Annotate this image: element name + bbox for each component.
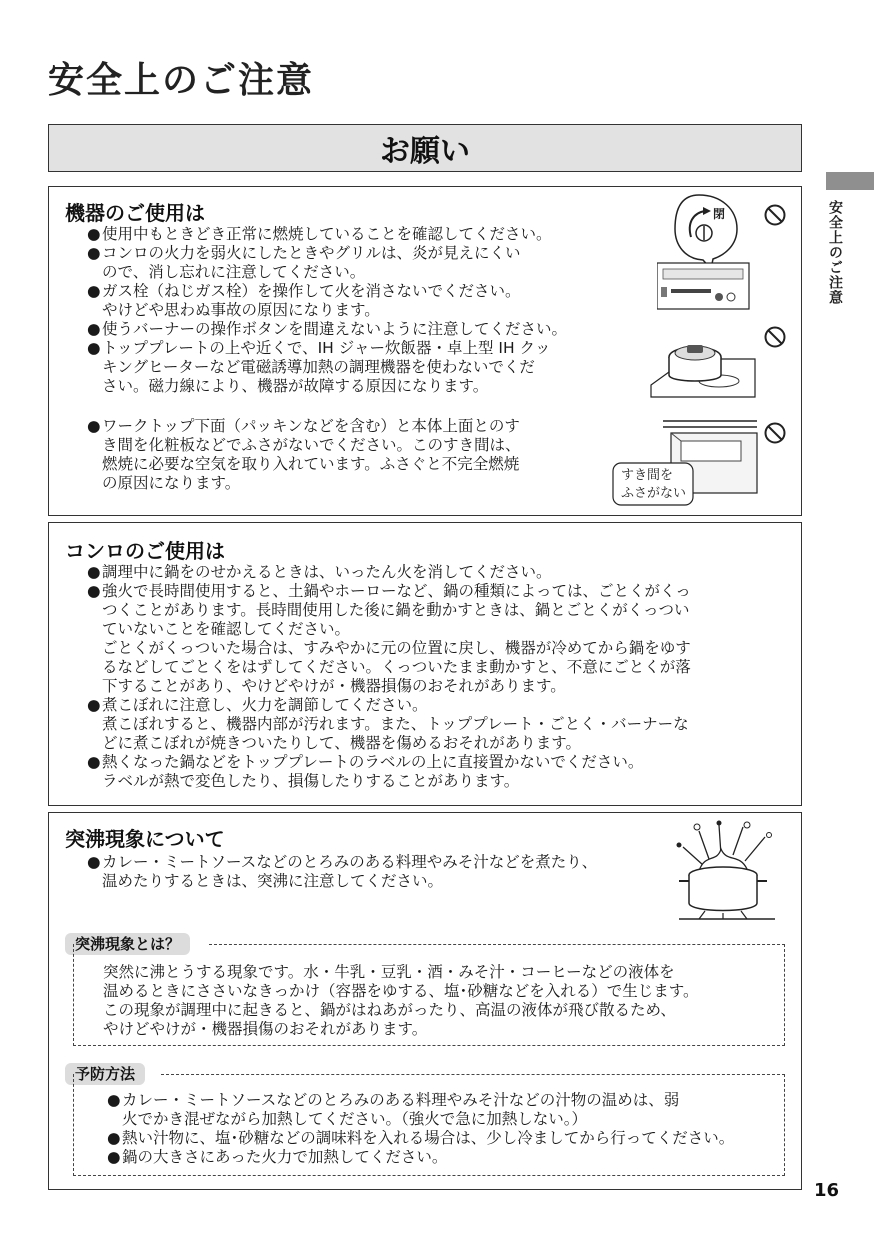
prevention-list [107, 1091, 783, 1167]
prohibited-icon [763, 421, 787, 445]
list-item: ● 使うバーナーの操作ボタンを間違えないように注意してください。 [87, 320, 568, 338]
list-item: ● 調理中に鍋をのせかえるときは、いったん火を消してください。 [87, 563, 552, 581]
section-heading: 機器のご使用は [65, 201, 205, 225]
list-item: ● 煮こぼれに注意し、火力を調節してください。 煮こぼれすると、機器内部が汚れます。また、トッププレート・ごとく・バーナーな どに煮こぼれが焼きついたりして、機器を傷めるおそれがあります。 [87, 696, 689, 752]
valve-closed-label: 閉 [713, 207, 726, 221]
banner-title: お願い [380, 134, 470, 169]
notice-banner [48, 124, 802, 172]
gap-callout-line: すき間を [621, 468, 674, 483]
list-item: ● コンロの火力を弱火にしたときやグリルは、炎が見えにくい ので、消し忘れに注意してください。 [87, 244, 521, 281]
list-item: ● 鍋の大きさにあった火力で加熱してください。 [107, 1148, 448, 1166]
page-title: 安全上のご注意 [48, 60, 315, 101]
list-item: ● 強火で長時間使用すると、土鍋やホーローなど、鍋の種類によっては、ごとくがくっ つくことがあります。長時間使用した後に鍋を動かすときは、鍋とごとくがくっつい ていないことを確認してください。 ごとくがくっついた場合は、すみやかに元の位置に戻し、機器が冷めてから鍋をゆす るなどしてごとくをはずしてください。くっついたまま動かすと、不意にごとくが落 下することがあり、やけどやけが・機器損傷のおそれがあります。 [87, 582, 691, 695]
list-item: ● ワークトップ下面（パッキンなどを含む）と本体上面とのす き間を化粧板などでふさがないでください。このすき間は、 燃焼に必要な空気を取り入れています。ふさぐと不完全燃焼 の原因になります。 [87, 417, 521, 492]
what-is-bumping-tag: 突沸現象とは？ [65, 933, 190, 955]
bumping-intro [87, 853, 667, 891]
boiling-pot-illustration [669, 819, 785, 931]
list-item: ● 熱い汁物に、塩･砂糖などの調味料を入れる場合は、少し冷ましてから行ってください。 [107, 1129, 735, 1147]
worktop-gap-illustration [611, 415, 761, 507]
section-bumping [48, 812, 802, 1190]
section-heading: 突沸現象について [65, 827, 225, 851]
gap-callout-line: ふさがない [621, 486, 687, 501]
list-item: ● 使用中もときどき正常に燃焼していることを確認してください。 [87, 225, 552, 243]
list-item: ● トッププレートの上や近くで、IH ジャー炊飯器・卓上型 IH クッ キングヒーターなど電磁誘導加熱の調理機器を使わないでくだ さい。磁力線により、機器が故障する原因になります。 [87, 339, 551, 395]
gas-valve-illustration [657, 193, 757, 313]
list-item: ● カレー・ミートソースなどのとろみのある料理やみそ汁などを煮たり、 温めたりするときは、突沸に注意してください。 [87, 853, 598, 890]
list-item: ● ガス栓（ねじガス栓）を操作して火を消さないでください。 やけどや思わぬ事故の原因になります。 [87, 282, 521, 319]
section-appliance-use [48, 186, 802, 516]
prohibited-icon [763, 203, 787, 227]
prevention-tag: 予防方法 [65, 1063, 145, 1085]
section-heading: コンロのご使用は [65, 539, 225, 563]
side-section-label: 安全上のご注意 [827, 200, 843, 305]
prohibited-icon [763, 325, 787, 349]
stove-use-list [87, 563, 793, 791]
list-item: ● 熱くなった鍋などをトッププレートのラベルの上に直接置かないでください。 ラベルが熱で変色したり、損傷したりすることがあります。 [87, 753, 644, 790]
page-number: 16 [814, 1180, 840, 1201]
side-tab-marker [826, 172, 874, 190]
section-stove-use [48, 522, 802, 806]
list-item: ● カレー・ミートソースなどのとろみのある料理やみそ汁などの汁物の温めは、弱 火でかき混ぜながら加熱してください。（強火で急に加熱しない。） [107, 1091, 680, 1128]
rice-cooker-illustration [647, 323, 757, 409]
appliance-use-list [87, 225, 667, 493]
what-is-bumping-text: 突然に沸とうする現象です。水・牛乳・豆乳・酒・みそ汁・コーヒーなどの液体を 温めるときにささいなきっかけ（容器をゆする、塩･砂糖などを入れる）で生じます。 この現象が調理中に起きると、鍋がはねあがったり、高温の液体が飛び散るため、 やけどやけが・機器損傷のおそれがあります。 [103, 963, 699, 1038]
